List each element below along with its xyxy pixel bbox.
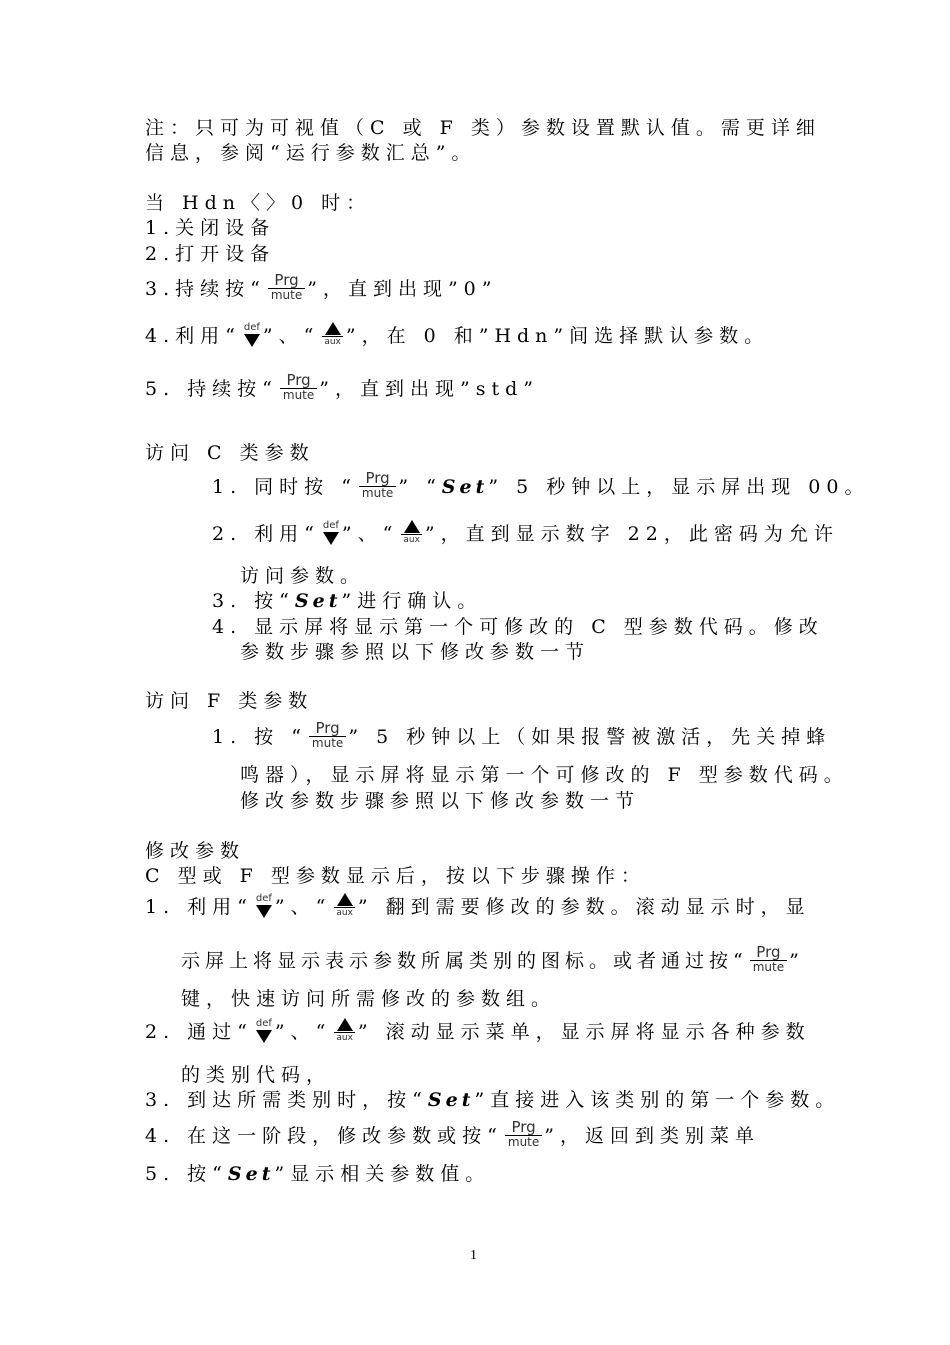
hdn-title [145,192,371,214]
modify-step-1-cont-2 [181,988,556,1010]
modify-step-3-b: ”直接进入该类别的第一个参数。 [474,1089,841,1111]
modify-step-4-a: 4. 在这一阶段，修改参数或按“ [145,1125,503,1147]
note-line-2 [145,142,476,164]
down-arrow-key-icon [256,894,272,918]
modify-title-text: 修改参数 [145,840,246,862]
modify-step-1-d: 示屏上将显示表示参数所属类别的图标。或者通过按“ [181,950,748,972]
up-arrow-key-icon [334,893,355,918]
hdn-step-5-b: ”，直到出现”std” [319,378,539,400]
c-access-title [145,442,315,464]
aux-label: aux [324,337,341,347]
note-text-2: 信息，参阅“运行参数汇总”。 [145,142,477,164]
hdn-step-4-c: ”，在 0 和”Hdn”间选择默认参数。 [345,325,770,347]
hdn-step-3-a: 3.持续按“ [145,278,266,300]
f-access-title [145,690,313,712]
modify-step-2-b: ”、“ [274,1021,332,1043]
c-step-2-b: ”、“ [341,523,399,545]
f-step-1-b: ” 5 秒钟以上（如果报警被激活，先关掉蜂 [348,726,832,748]
c-step-2-d: 访问参数。 [240,565,366,587]
modify-step-1-b: ”、“ [274,896,332,918]
c-step-2-c: ”，直到显示数字 22，此密码为允许 [424,523,839,545]
set-key-label: Set [227,1163,275,1185]
up-arrow-key-icon [401,520,422,545]
hdn-step-2 [145,243,275,265]
def-label: def [255,1018,272,1029]
f-access-title-text: 访问 F 类参数 [145,690,314,712]
mute-label: mute [309,736,346,750]
c-step-1-b: ” “ [398,476,442,498]
hdn-step-4-a: 4.利用“ [145,325,241,347]
prg-label: Prg [315,719,340,737]
modify-title [145,840,245,862]
prg-label: Prg [365,469,390,487]
modify-step-1-e: ” [789,950,805,972]
hdn-step-4-b: ”、“ [262,325,320,347]
c-step-1-c: ” 5 秒钟以上，显示屏出现 00。 [488,476,870,498]
hdn-step-1-text: 1.关闭设备 [145,217,276,239]
modify-intro-text: C 型或 F 型参数显示后，按以下步骤操作： [145,865,646,887]
modify-step-2-c: ” 滚动显示菜单，显示屏将显示各种参数 [357,1021,811,1043]
c-step-4-b: 参数步骤参照以下修改参数一节 [240,641,591,663]
hdn-step-5-a: 5. 持续按“ [145,378,278,400]
c-step-4-a: 4. 显示屏将显示第一个可修改的 C 型参数代码。修改 [212,616,824,638]
aux-label: aux [403,535,420,545]
c-step-4 [212,616,824,638]
f-step-1-cont-1 [240,764,849,786]
c-step-1-a: 1. 同时按 “ [212,476,357,498]
down-arrow-key-icon [244,323,260,347]
modify-step-1-c: ” 翻到需要修改的参数。滚动显示时，显 [357,896,811,918]
f-step-1-d: 修改参数步骤参照以下修改参数一节 [240,790,641,812]
modify-step-1-f: 键，快速访问所需修改的参数组。 [181,988,557,1010]
aux-label: aux [336,1033,353,1043]
modify-intro [145,865,646,887]
modify-step-1-a: 1. 利用“ [145,896,253,918]
c-step-2 [212,520,839,545]
c-step-2-cont [240,565,365,587]
prg-mute-key-icon [359,470,396,500]
prg-label: Prg [286,371,311,389]
modify-step-1 [145,893,811,918]
prg-label: Prg [274,271,299,289]
hdn-step-3 [145,270,497,300]
mute-label: mute [268,288,305,302]
prg-mute-key-icon [268,272,305,302]
c-step-2-a: 2. 利用“ [212,523,320,545]
up-arrow-key-icon [322,322,343,347]
note-text-1: 注：只可为可视值（C 或 F 类）参数设置默认值。需更详细 [145,117,821,139]
modify-step-2-a: 2. 通过“ [145,1021,253,1043]
set-key-label: Set [441,476,489,498]
hdn-title-text: 当 Hdn〈〉0 时： [145,192,372,214]
prg-label: Prg [756,943,781,961]
c-step-3-a: 3. 按“ [212,590,295,612]
def-label: def [243,322,260,333]
set-key-label: Set [427,1089,475,1111]
mute-label: mute [750,960,787,974]
down-arrow-key-icon [323,521,339,545]
set-key-label: Set [294,590,342,612]
f-step-1 [212,718,831,748]
mute-label: mute [359,486,396,500]
hdn-step-3-b: ”，直到出现”0” [307,278,498,300]
prg-mute-key-icon [505,1119,542,1149]
modify-step-2-d: 的类别代码， [181,1064,332,1086]
modify-step-5 [145,1163,490,1185]
page-number: 1 [470,1248,477,1263]
modify-step-5-a: 5. 按“ [145,1163,228,1185]
c-step-4-cont [240,641,590,663]
c-step-1 [212,468,869,498]
modify-step-2 [145,1018,811,1043]
prg-mute-key-icon [309,720,346,750]
f-step-1-cont-2 [240,790,640,812]
aux-label: aux [336,908,353,918]
f-step-1-c: 鸣器），显示屏将显示第一个可修改的 F 型参数代码。 [240,764,849,786]
modify-step-4 [145,1117,760,1147]
c-step-3 [212,590,482,612]
mute-label: mute [505,1135,542,1149]
c-access-title-text: 访问 C 类参数 [145,442,315,464]
def-label: def [255,893,272,904]
prg-label: Prg [511,1118,536,1136]
def-label: def [322,520,339,531]
f-step-1-a: 1. 按 “ [212,726,307,748]
hdn-step-1 [145,217,275,239]
hdn-step-2-text: 2.打开设备 [145,243,276,265]
modify-step-4-b: ”，返回到类别菜单 [544,1125,760,1147]
modify-step-3-a: 3. 到达所需类别时，按“ [145,1089,428,1111]
modify-step-5-b: ”显示相关参数值。 [274,1163,491,1185]
modify-step-2-cont [181,1064,331,1086]
up-arrow-key-icon [334,1018,355,1043]
c-step-3-b: ”进行确认。 [341,590,483,612]
down-arrow-key-icon [256,1019,272,1043]
prg-mute-key-icon [750,944,787,974]
note-line-1 [145,117,821,139]
hdn-step-5 [145,370,539,400]
hdn-step-4 [145,322,769,347]
modify-step-1-cont [181,942,805,972]
prg-mute-key-icon [280,372,317,402]
modify-step-3 [145,1089,840,1111]
mute-label: mute [280,388,317,402]
